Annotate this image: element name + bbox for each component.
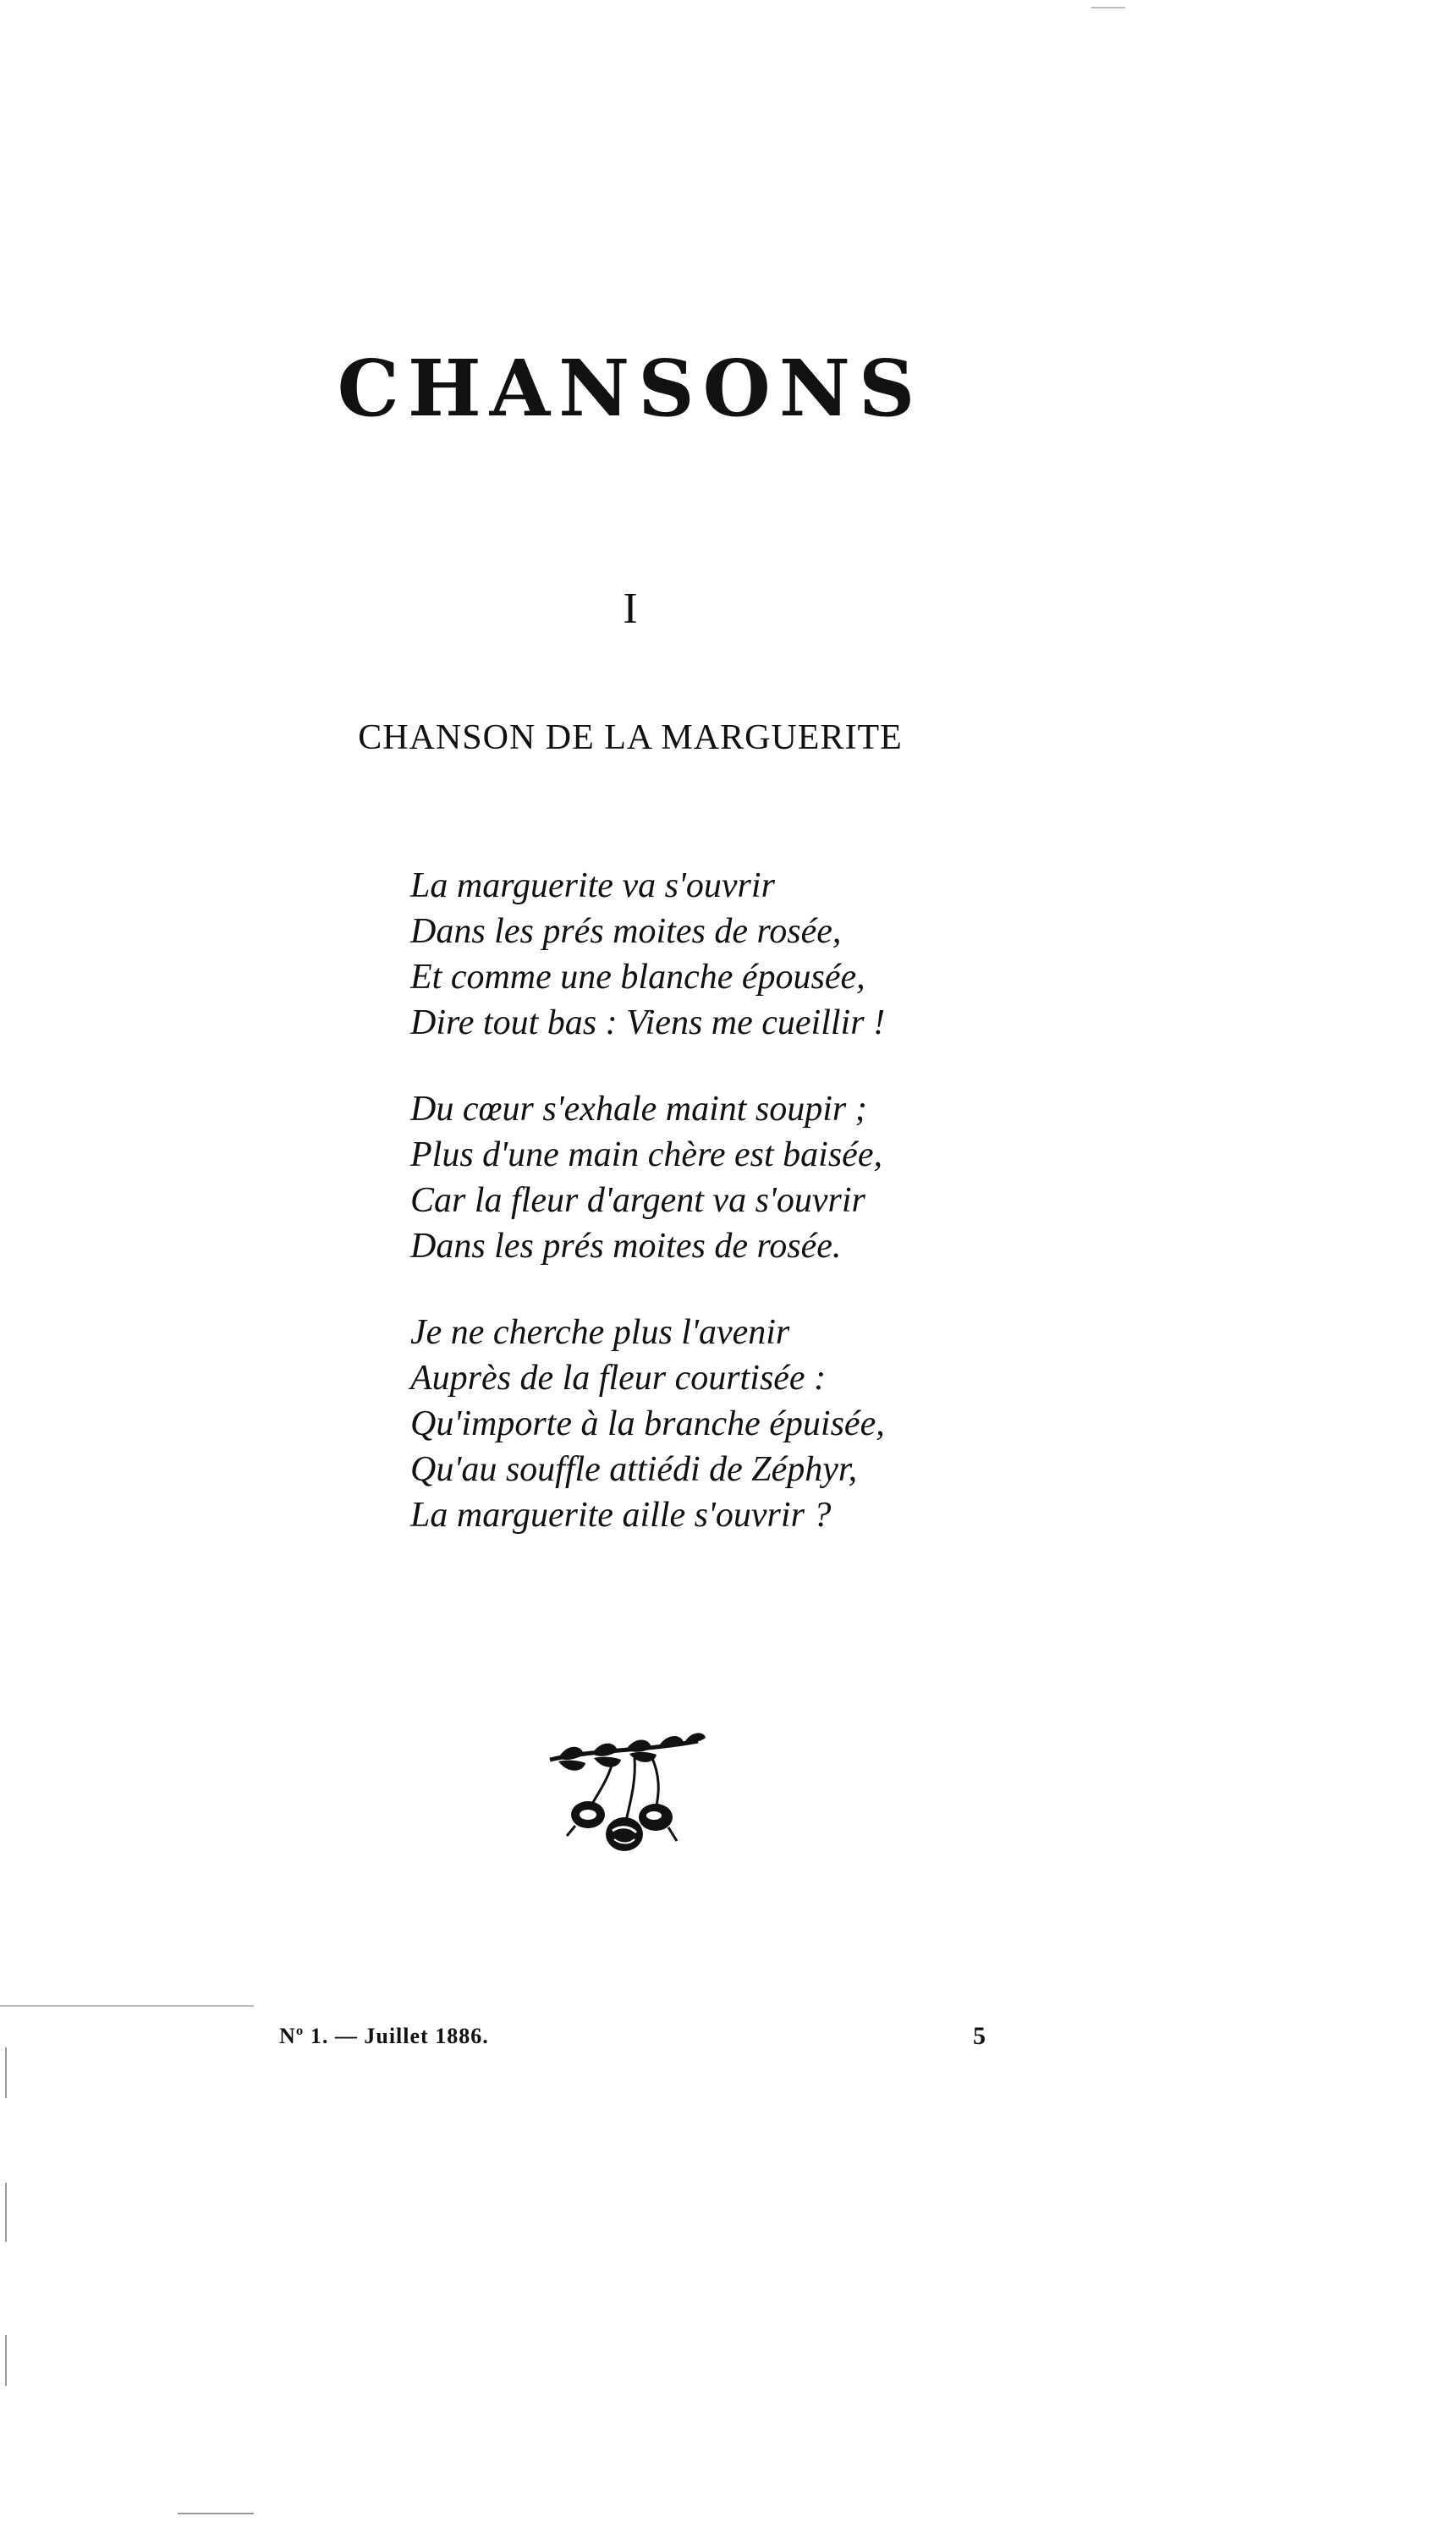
scan-artifact xyxy=(178,2513,254,2514)
issue-info: Nº 1. — Juillet 1886. xyxy=(279,2024,489,2048)
stanza-1 xyxy=(410,863,1172,1046)
poem-line: Auprès de la fleur courtisée : xyxy=(410,1359,827,1398)
scan-artifact xyxy=(0,2005,254,2007)
poem-line: Du cœur s'exhale maint soupir ; xyxy=(410,1090,867,1129)
poem-line: Je ne cherche plus l'avenir xyxy=(410,1313,790,1352)
poem-line: Dire tout bas : Viens me cueillir ! xyxy=(410,1003,886,1042)
poem-body xyxy=(410,863,1172,1579)
poem-line: La marguerite va s'ouvrir xyxy=(410,866,775,905)
scan-artifact xyxy=(5,2047,7,2098)
scan-artifact xyxy=(5,2335,7,2386)
section-numeral: I xyxy=(623,585,638,633)
poem-line: Et comme une blanche épousée, xyxy=(410,958,865,997)
poem-line: Plus d'une main chère est baisée, xyxy=(410,1135,882,1174)
page-title: CHANSONS xyxy=(337,343,924,434)
poem-line: Car la fleur d'argent va s'ouvrir xyxy=(410,1181,865,1220)
floral-sprig-icon xyxy=(541,1726,711,1870)
scan-artifact xyxy=(5,2183,7,2242)
poem-line: La marguerite aille s'ouvrir ? xyxy=(410,1496,832,1535)
poem-line: Dans les prés moites de rosée. xyxy=(410,1227,842,1266)
poem-line: Qu'au souffle attiédi de Zéphyr, xyxy=(410,1450,858,1489)
poem-line: Qu'importe à la branche épuisée, xyxy=(410,1404,885,1443)
poem-line: Dans les prés moites de rosée, xyxy=(410,912,842,951)
stanza-3 xyxy=(410,1310,1172,1538)
poem-subtitle: CHANSON DE LA MARGUERITE xyxy=(358,718,903,757)
scan-artifact xyxy=(1091,7,1125,8)
stanza-2 xyxy=(410,1086,1172,1269)
page-number: 5 xyxy=(973,2022,986,2050)
